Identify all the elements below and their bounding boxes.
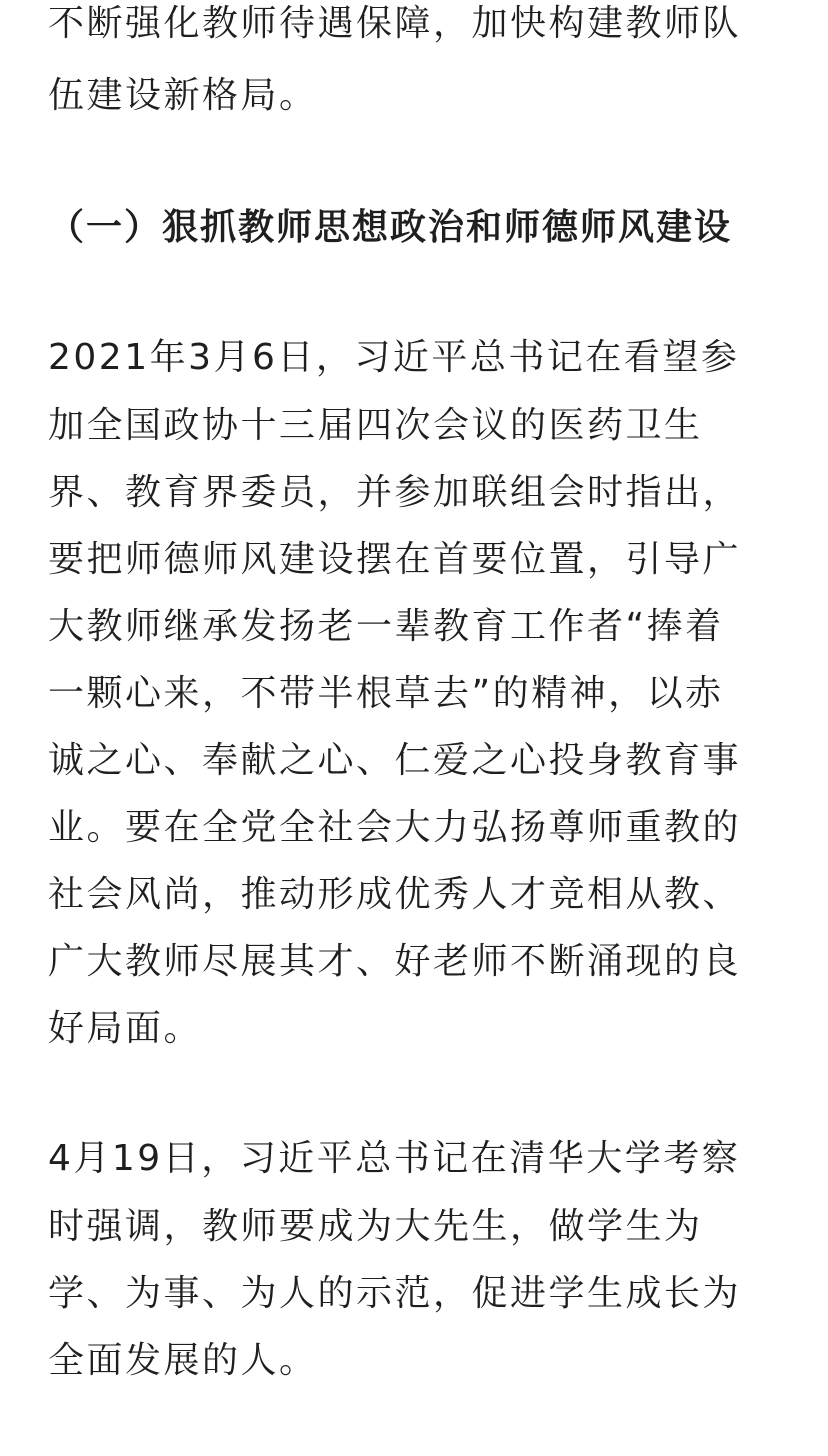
paragraph-line: 好局面。 bbox=[48, 1008, 203, 1049]
paragraph-line: 2021年3月6日，习近平总书记在看望参 bbox=[48, 337, 740, 378]
paragraph-line: 社会风尚，推动形成优秀人才竞相从教、 bbox=[48, 874, 742, 915]
paragraph-line: 加全国政协十三届四次会议的医药卫生 bbox=[48, 405, 703, 446]
paragraph-line: 大教师继承发扬老一辈教育工作者“捧着 bbox=[48, 606, 724, 647]
paragraph-line: 全面发展的人。 bbox=[48, 1340, 318, 1381]
paragraph-line: 伍建设新格局。 bbox=[48, 75, 318, 116]
paragraph-line: 时强调，教师要成为大先生，做学生为 bbox=[48, 1206, 703, 1247]
paragraph-line: 诚之心、奉献之心、仁爱之心投身教育事 bbox=[48, 740, 742, 781]
paragraph-line: 要把师德师风建设摆在首要位置，引导广 bbox=[48, 539, 742, 580]
paragraph-line: 广大教师尽展其才、好老师不断涌现的良 bbox=[48, 941, 742, 982]
paragraph-line: 学、为事、为人的示范，促进学生成长为 bbox=[48, 1273, 742, 1314]
paragraph-line: 一颗心来，不带半根草去”的精神，以赤 bbox=[48, 673, 724, 714]
section-heading: （一）狠抓教师思想政治和师德师风建设 bbox=[48, 207, 733, 248]
paragraph-line: 不断强化教师待遇保障，加快构建教师队 bbox=[48, 3, 742, 44]
paragraph-line: 业。要在全党全社会大力弘扬尊师重教的 bbox=[48, 807, 742, 848]
paragraph-line: 界、教育界委员，并参加联组会时指出， bbox=[48, 472, 742, 513]
paragraph-line: 4月19日，习近平总书记在清华大学考察 bbox=[48, 1138, 741, 1179]
